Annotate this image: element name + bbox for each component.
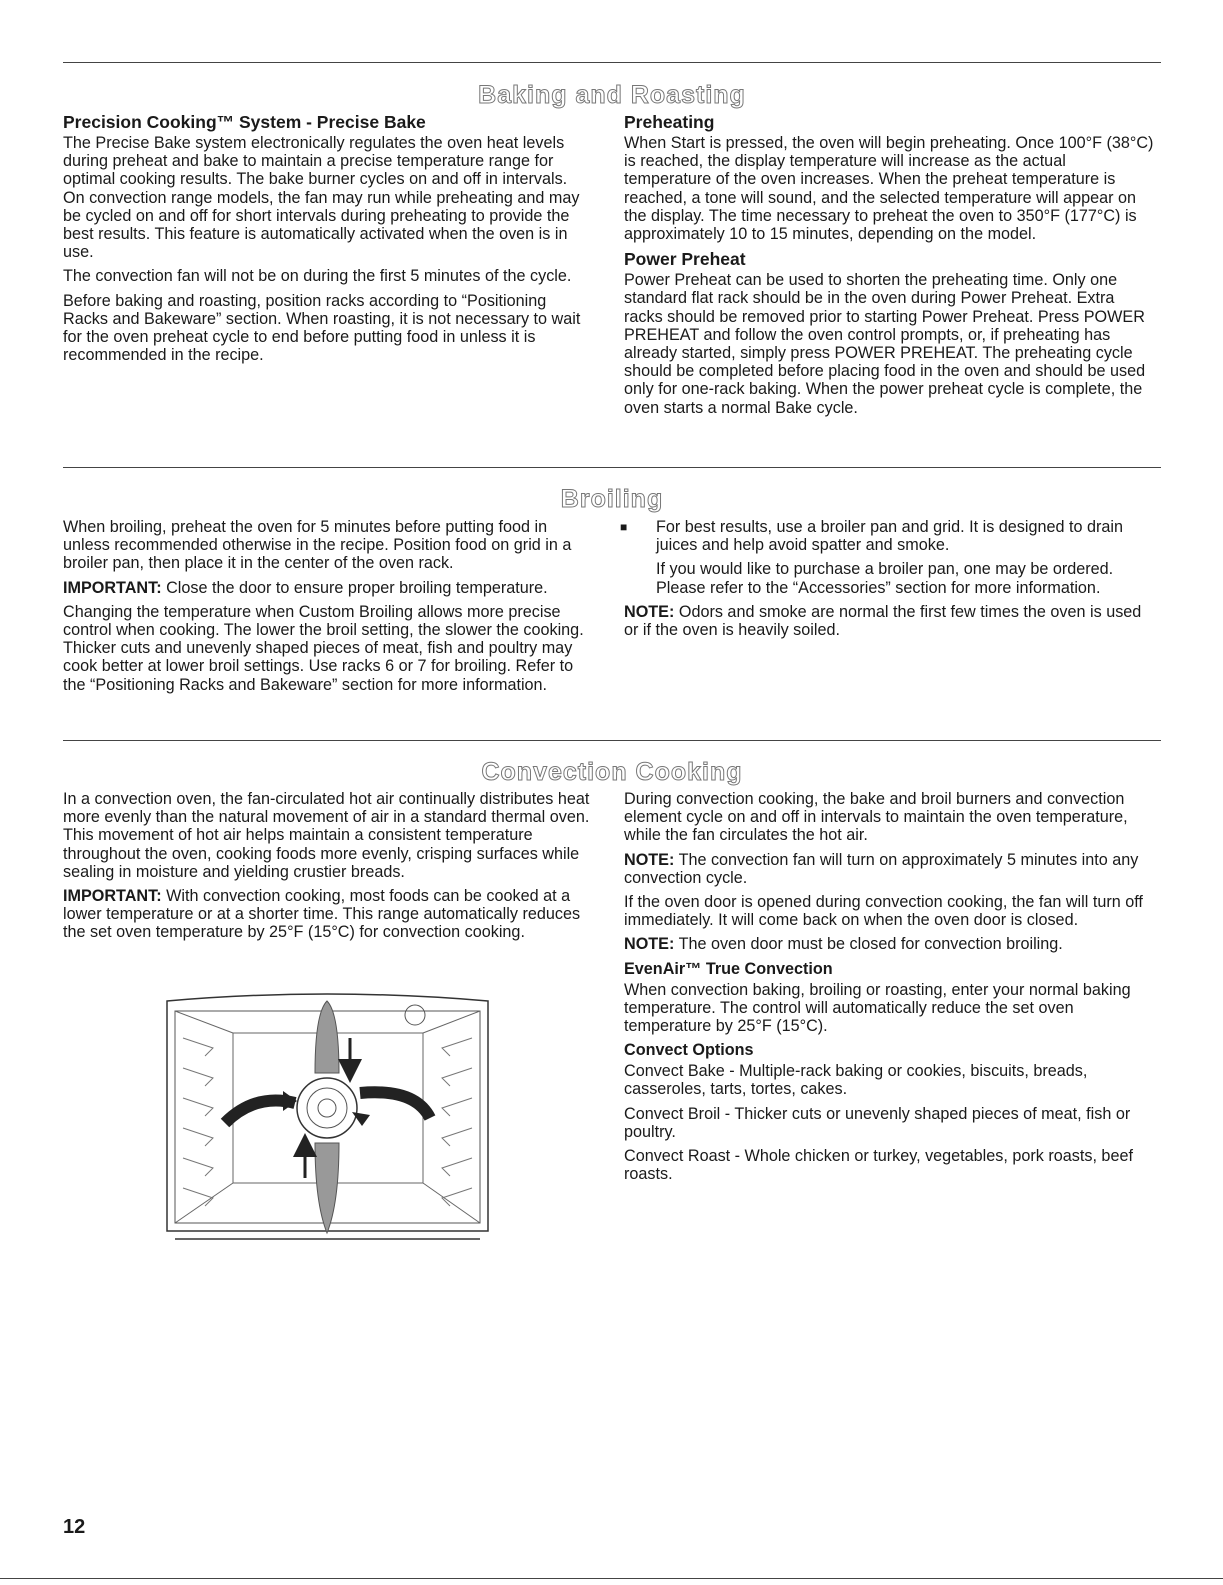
important-label: IMPORTANT: [63, 578, 162, 597]
paragraph: If you would like to purchase a broiler pan, one may be ordered. Please refer to the “Accessories” section for more information. [656, 560, 1114, 597]
evenair-heading: EvenAir™ True Convection [624, 959, 833, 978]
section-title-convection: Convection Cooking [481, 758, 743, 786]
section-divider [63, 740, 1161, 741]
important-label: IMPORTANT: [63, 887, 162, 906]
important-paragraph: IMPORTANT: With convection cooking, most foods can be cooked at a lower temperature or at a shorter time. This range automatically reduces the set oven temperature by 25°F (15°C) for convection cooking. [63, 887, 581, 942]
paragraph: The convection fan will not be on during the first 5 minutes of the cycle. [63, 267, 572, 286]
broiling-left-column [63, 518, 593, 700]
important-paragraph: IMPORTANT: Close the door to ensure proper broiling temperature. [63, 578, 548, 597]
list-item: ■ For best results, use a broiler pan and grid. It is designed to drain juices and help avoid spatter and smoke. [620, 518, 1123, 555]
section-title-baking: Baking and Roasting [478, 81, 746, 109]
paragraph: If the oven door is opened during convection cooking, the fan will turn off immediately. It will come back on when the oven door is closed. [624, 893, 1143, 930]
precise-bake-heading: Precision Cooking™ System - Precise Bake [63, 112, 426, 132]
paragraph: Convect Roast - Whole chicken or turkey, vegetables, pork roasts, beef roasts. [624, 1147, 1133, 1184]
convection-left-column [63, 790, 593, 948]
note-label: NOTE: [624, 850, 675, 869]
page-number: 12 [63, 1516, 86, 1538]
paragraph: Changing the temperature when Custom Broiling allows more precise control when cooking. The lower the broil setting, the slower the cooking. Thicker cuts and unevenly shaped pieces of meat, fish and poultry may cook better at lower broil settings. Use racks 6 or 7 for broiling. Refer to the “Positioning Racks and Bakeware” section for more information. [63, 602, 584, 694]
baking-left-column [63, 112, 593, 370]
paragraph: In a convection oven, the fan-circulated hot air continually distributes heat more evenly than the natural movement of air in a standard thermal oven. This movement of hot air helps maintain a consistent temperature throughout the oven, cooking foods more evenly, crisping surfaces while sealing in moisture and yielding crustier breads. [63, 790, 590, 881]
convection-right-column [624, 790, 1154, 1189]
baking-right-column [624, 112, 1154, 423]
broiling-right-column [618, 518, 1154, 645]
bullet-icon: ■ [620, 520, 628, 534]
paragraph: When broiling, preheat the oven for 5 minutes before putting food in unless recommended otherwise in the recipe. Position food on grid in a broiler pan, then place it in the center of the oven rack. [63, 518, 572, 573]
section-divider [63, 62, 1161, 63]
note-label: NOTE: [624, 602, 675, 621]
paragraph: Convect Broil - Thicker cuts or unevenly shaped pieces of meat, fish or poultry. [624, 1104, 1131, 1141]
note-paragraph: NOTE: The convection fan will turn on approximately 5 minutes into any convection cycle. [624, 850, 1139, 887]
section-divider [63, 467, 1161, 468]
page-bottom-rule [0, 1578, 1223, 1579]
note-paragraph: NOTE: The oven door must be closed for convection broiling. [624, 935, 1063, 954]
note-paragraph: NOTE: Odors and smoke are normal the first few times the oven is used or if the oven is heavily soiled. [624, 602, 1142, 640]
convect-options-heading: Convect Options [624, 1041, 754, 1060]
paragraph: When Start is pressed, the oven will begin preheating. Once 100°F (38°C) is reached, the display temperature will increase as the actual temperature of the oven increases. When the preheat temperature is reached, a tone will sound, and the selected temperature will appear on the display. The time necessary to preheat the oven to 350°F (177°C) is approximately 10 to 15 minutes, depending on the model. [624, 134, 1154, 244]
preheating-heading: Preheating [624, 112, 715, 132]
paragraph: During convection cooking, the bake and broil burners and convection element cycle on and off in intervals to maintain the oven temperature, while the fan circulates the hot air. [624, 790, 1128, 845]
paragraph: The Precise Bake system electronically regulates the oven heat levels during preheat and bake to maintain a precise temperature range for optimal cooking results. The bake burner cycles on and off in intervals. On convection range models, the fan may run while preheating and may be cycled on and off for short intervals during preheating to provide the best results. This feature is automatically activated when the oven is in use. [63, 134, 580, 262]
paragraph: Before baking and roasting, position racks according to “Positioning Racks and Bakeware” section. When roasting, it is not necessary to wait for the oven preheat cycle to end before putting food in unless it is recommended in the recipe. [63, 291, 581, 365]
paragraph: Power Preheat can be used to shorten the preheating time. Only one standard flat rack should be in the oven during Power Preheat. Extra racks should be removed prior to starting Power Preheat. Press POWER PREHEAT and follow the oven control prompts, or, if preheating has already started, simply press POWER PREHEAT. The preheating cycle should be completed before placing food in the oven and should be used only for one-rack baking. When the power preheat cycle is complete, the oven starts a normal Bake cycle. [624, 271, 1146, 417]
power-preheat-heading: Power Preheat [624, 249, 746, 270]
paragraph: Convect Bake - Multiple-rack baking or cookies, biscuits, breads, casseroles, tarts, tortes, cakes. [624, 1062, 1088, 1099]
convection-oven-illustration [155, 993, 500, 1243]
note-label: NOTE: [624, 935, 675, 954]
section-title-broiling: Broiling [560, 485, 664, 513]
paragraph: When convection baking, broiling or roasting, enter your normal baking temperature. The control will automatically reduce the set oven temperature by 25°F (15°C). [624, 980, 1131, 1036]
